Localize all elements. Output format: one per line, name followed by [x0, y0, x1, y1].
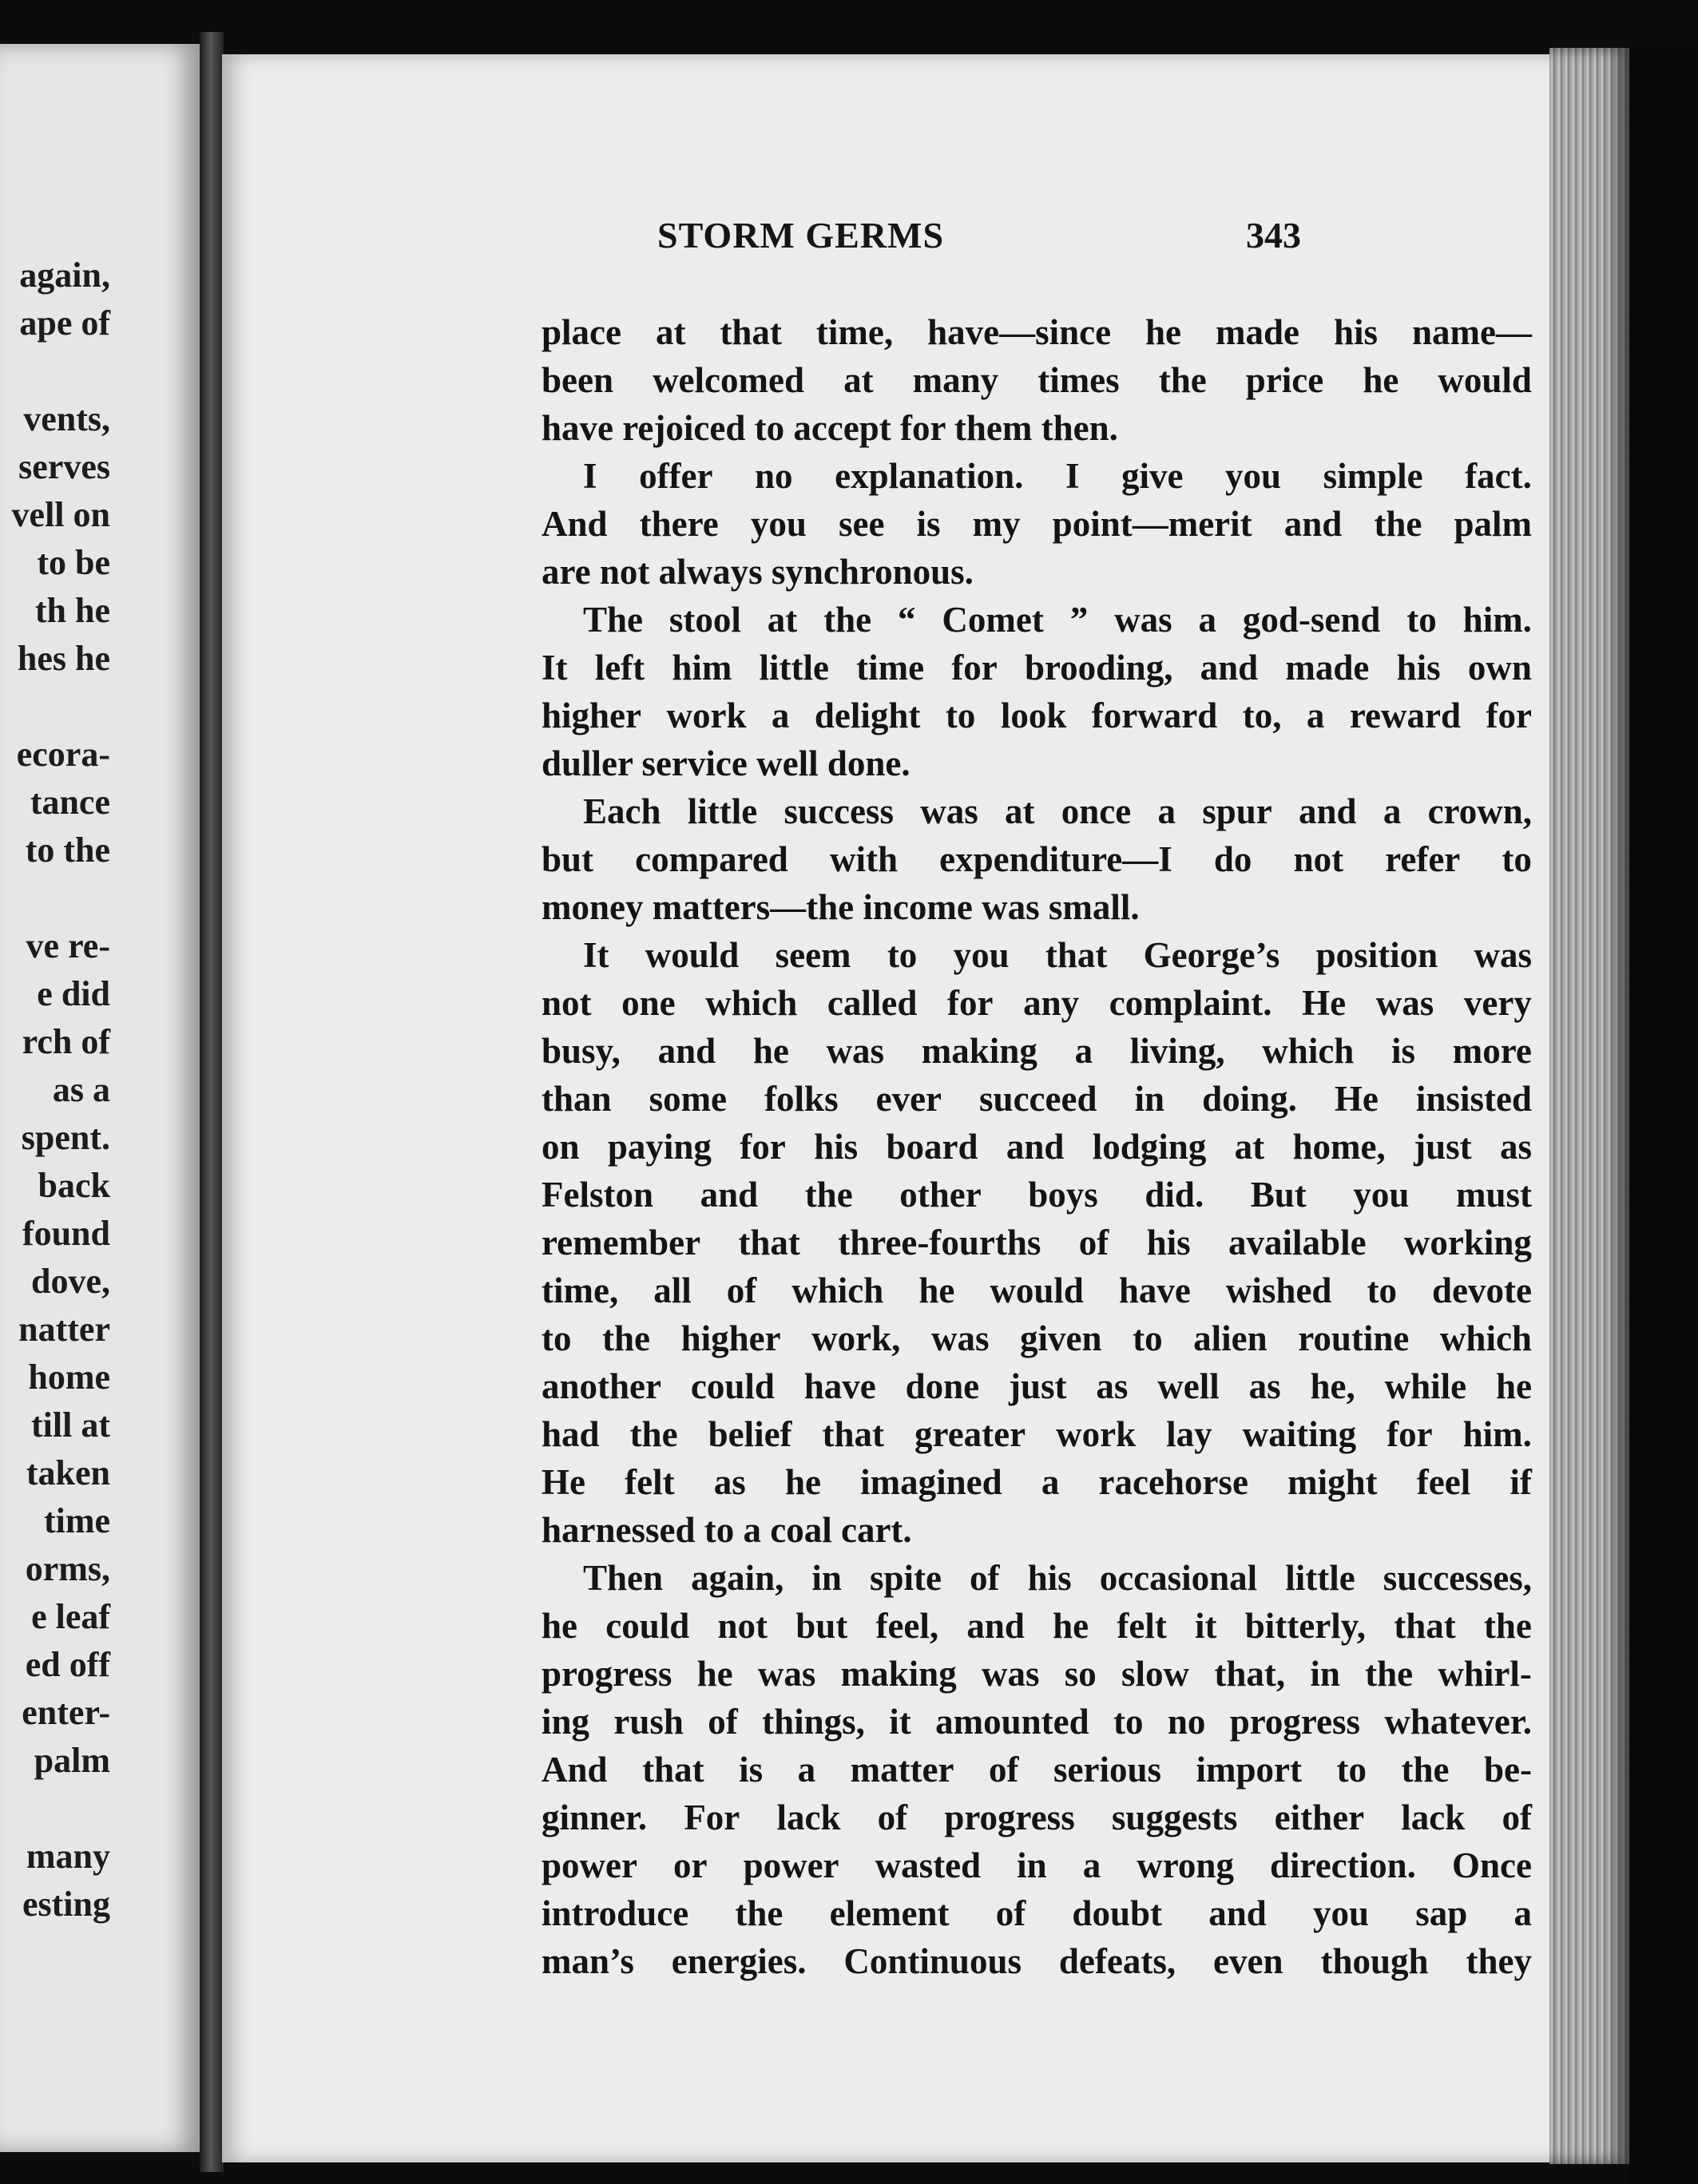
left-page-fragment: many [26, 1837, 110, 1876]
text-line: busy, and he was making a living, which is more [542, 1031, 1532, 1071]
left-page-fragment: ecora- [16, 735, 110, 774]
text-line: ing rush of things, it amounted to no progress whatever. [542, 1702, 1532, 1742]
left-page-fragment: e leaf [31, 1597, 110, 1636]
running-title: STORM GERMS [657, 215, 945, 256]
previous-page [0, 44, 200, 2152]
text-line: power or power wasted in a wrong direction. Once [542, 1845, 1532, 1885]
left-page-fragment: home [28, 1358, 110, 1397]
page-number: 343 [1246, 215, 1301, 256]
text-line: The stool at the “ Comet ” was a god-send to him. [583, 600, 1532, 640]
left-page-fragment: to the [25, 830, 110, 870]
text-line: It would seem to you that George’s position was [583, 935, 1532, 975]
text-line: than some folks ever succeed in doing. He insisted [542, 1079, 1532, 1119]
text-line: And there you see is my point—merit and the palm [542, 504, 1532, 544]
text-line: I offer no explanation. I give you simple fact. [583, 456, 1532, 496]
text-line: to the higher work, was given to alien routine which [542, 1318, 1532, 1358]
text-line: another could have done just as well as he, while he [542, 1366, 1532, 1406]
text-line: have rejoiced to accept for them then. [542, 408, 1118, 448]
text-line: are not always synchronous. [542, 552, 974, 592]
text-line: ginner. For lack of progress suggests either lack of [542, 1798, 1532, 1837]
left-page-fragment: natter [18, 1310, 110, 1349]
body-text [542, 308, 1532, 1985]
left-page-fragment: as a [52, 1070, 110, 1109]
left-page-fragment: to be [37, 543, 110, 582]
left-page-fragment: vents, [23, 399, 110, 438]
running-head [222, 214, 1556, 262]
left-page-fragment: dove, [31, 1262, 110, 1301]
text-line: Each little success was at once a spur and a crown, [583, 791, 1532, 831]
left-page-fragment: hes he [17, 639, 110, 678]
text-line: but compared with expenditure—I do not refer to [542, 839, 1532, 879]
text-line: on paying for his board and lodging at home, just as [542, 1127, 1532, 1167]
text-line: not one which called for any complaint. He was very [542, 983, 1532, 1023]
left-page-fragment: esting [22, 1885, 110, 1924]
left-page-fragment: enter- [22, 1693, 110, 1732]
text-line: harnessed to a coal cart. [542, 1510, 912, 1550]
left-page-fragment: th he [34, 591, 110, 630]
text-line: man’s energies. Continuous defeats, even though they [542, 1941, 1532, 1981]
text-line: money matters—the income was small. [542, 887, 1140, 927]
left-page-fragment: ed off [25, 1645, 110, 1684]
text-line: he could not but feel, and he felt it bitterly, that the [542, 1606, 1532, 1646]
text-line: duller service well done. [542, 743, 910, 783]
left-page-fragment: rch of [22, 1022, 110, 1061]
left-page-fragment: spent. [21, 1118, 110, 1157]
book-gutter [200, 32, 224, 2172]
text-line: introduce the element of doubt and you sap a [542, 1893, 1532, 1933]
left-page-fragment: taken [26, 1453, 110, 1492]
text-line: been welcomed at many times the price he would [542, 360, 1532, 400]
text-line: had the belief that greater work lay waiting for him. [542, 1414, 1532, 1454]
text-line: progress he was making was so slow that, in the whirl- [542, 1654, 1532, 1694]
book-cover-edge [1629, 48, 1698, 2184]
left-page-fragment: back [38, 1166, 110, 1205]
text-line: place at that time, have—since he made his name— [542, 312, 1532, 352]
left-page-fragment: tance [30, 783, 110, 822]
text-line: higher work a delight to look forward to, a reward for [542, 696, 1532, 735]
left-page-fragment: vell on [11, 495, 110, 534]
text-line: Felston and the other boys did. But you must [542, 1175, 1532, 1215]
text-line: It left him little time for brooding, and made his own [542, 648, 1532, 688]
page-edges [1549, 48, 1629, 2164]
text-line: remember that three-fourths of his available working [542, 1223, 1532, 1262]
left-page-fragment: found [22, 1214, 110, 1253]
left-page-fragment: palm [34, 1741, 110, 1780]
left-page-fragment: ape of [19, 303, 110, 343]
left-page-fragment: serves [18, 447, 110, 486]
left-page-fragment: orms, [25, 1549, 110, 1588]
left-page-fragment: till at [31, 1405, 110, 1445]
left-page-fragment: time [43, 1501, 110, 1540]
text-line: He felt as he imagined a racehorse might feel if [542, 1462, 1532, 1502]
left-page-fragment: ve re- [26, 926, 110, 965]
text-line: And that is a matter of serious import to the be- [542, 1750, 1532, 1790]
left-page-fragment: again, [19, 256, 110, 295]
left-page-fragment: e did [37, 974, 110, 1013]
text-line: time, all of which he would have wished to devote [542, 1270, 1532, 1310]
text-line: Then again, in spite of his occasional little successes, [583, 1558, 1532, 1598]
book-page [222, 54, 1556, 2162]
